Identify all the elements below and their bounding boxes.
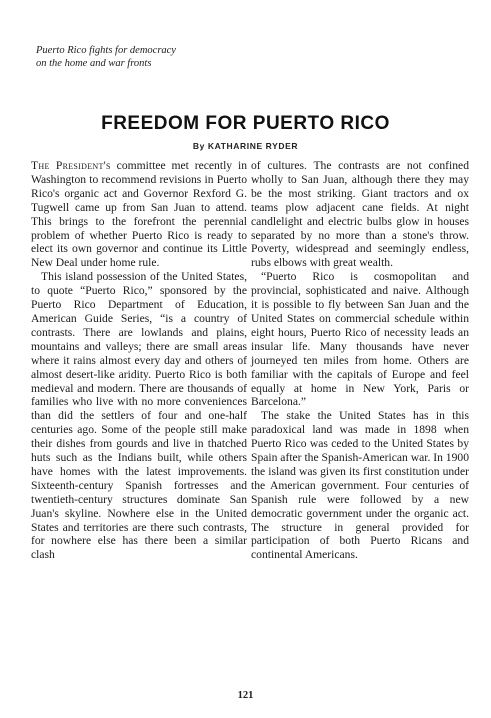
paragraph-2: This island possession of the United States, to quote “Puerto Rico,” sponsored by the Puerto Rico Department of Education, American Guide Series, “is a country of contrasts. There are lowlands and plains, mountains and valleys; there are small areas where it rains almost every day and others of almost desert-like aridity. Puerto Rico is both medieval and modern. There are thousands of families who live with no more conveniences than did the settlers of four and one-half centuries ago. Some of the people still make their dishes from gourds and live in thatched huts such as the Indians built, while others have homes with the latest improvements. Sixteenth-century Spanish fortresses and twentieth-century structures dominate San Juan's skyline. Nowhere else in the United States and territories are there such contrasts, for nowhere else has there been a similar clash (31, 270, 247, 562)
paragraph-1-text: committee met recently in Washington to recommend revisions in Puerto Rico's organic act and Governor Rexford G. Tugwell came up from San Juan to attend. This brings to the forefront the perennial problem of whether Puerto Rico is ready to elect its own governor and continue its Little New Deal under home rule. (31, 159, 247, 270)
kicker-line-2: on the home and war fronts (36, 58, 152, 69)
paragraph-5: The stake the United States has in this paradoxical land was made in 1898 when Puerto Rico was ceded to the United States by Spain after the Spanish-American war. In 1900 the island was given its first constitution under the American government. Four centuries of Spanish rule were followed by a new democratic government under the organic act. The structure in general provided for participation of both Puerto Ricans and continental Americans. (251, 409, 469, 562)
section-kicker (36, 44, 336, 70)
article-byline: By KATHARINE RYDER (192, 141, 299, 151)
kicker-line-1: Puerto Rico fights for democracy (36, 45, 176, 56)
lead-words: The President's (31, 159, 111, 172)
left-column (31, 159, 247, 562)
paragraph-3: of cultures. The contrasts are not confined wholly to San Juan, although there they may be the most striking. Giant tractors and ox teams plow adjacent cane fields. At night candlelight and electric bulbs glow in houses separated by no more than a stone's throw. Poverty, widespread and seemingly endless, rubs elbows with great wealth. (251, 159, 469, 270)
page-number: 121 (237, 690, 254, 701)
right-column (251, 159, 469, 562)
paragraph-4: “Puerto Rico is cosmopolitan and provincial, sophisticated and naive. Although it is possible to fly between San Juan and the United States on commercial schedule within eight hours, Puerto Rico of necessity leads an insular life. Many thousands have never journeyed ten miles from home. Others are familiar with the capitals of Europe and feel equally at home in New York, Paris or Barcelona.” (251, 270, 469, 409)
article-title: FREEDOM FOR PUERTO RICO (101, 113, 390, 134)
paragraph-1 (31, 159, 247, 270)
